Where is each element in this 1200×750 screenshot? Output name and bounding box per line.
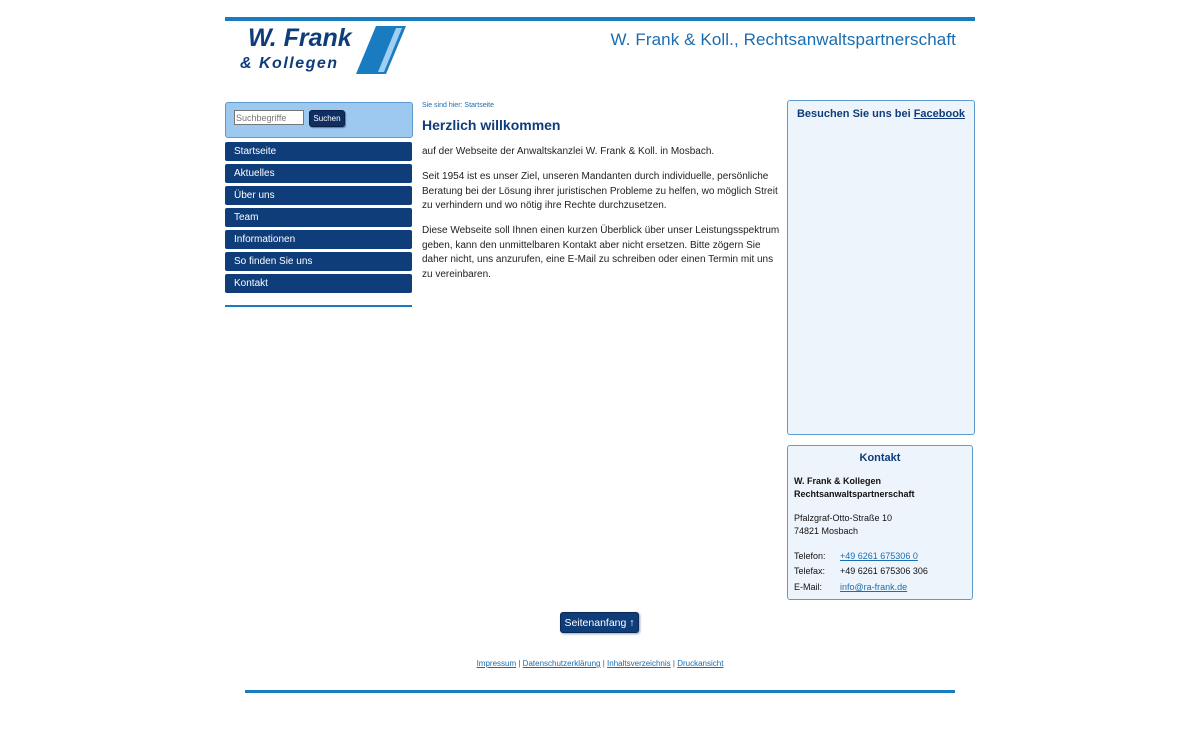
contact-table: [794, 548, 928, 595]
main-content: [422, 145, 782, 293]
contact-box: [787, 445, 973, 600]
fax-value: +49 6261 675306 306: [840, 566, 928, 577]
nav-item-kontakt[interactable]: Kontakt: [225, 274, 412, 293]
logo-text-line2: & Kollegen: [240, 55, 339, 72]
header-top-rule: [225, 17, 975, 21]
back-to-top-button[interactable]: Seitenanfang ↑: [560, 612, 639, 633]
address-city: 74821 Mosbach: [794, 526, 859, 536]
nav-item-informationen[interactable]: Informationen: [225, 230, 412, 249]
page-title: Herzlich willkommen: [422, 117, 561, 133]
footer-separator: |: [602, 659, 605, 668]
phone-label: Telefon:: [794, 550, 826, 561]
footer-separator: |: [672, 659, 675, 668]
fax-label: Telefax:: [794, 566, 826, 577]
facebook-heading: [788, 108, 974, 120]
site-title: W. Frank & Koll., Rechtsanwaltspartnerschaft: [610, 30, 956, 49]
footer-link-inhaltsverzeichnis[interactable]: Inhaltsverzeichnis: [607, 659, 671, 668]
mission-paragraph: Seit 1954 ist es unser Ziel, unseren Mandanten durch individuelle, persönliche Beratung bei der Lösung ihrer juristischen Probleme zu helfen, wo möglich Streit zu verhindern und wo nötig ihre Rechte durchzusetzen.: [422, 171, 778, 211]
search-button[interactable]: Suchen: [309, 110, 345, 127]
contact-row-fax: [794, 564, 928, 580]
contact-invite-paragraph: Diese Webseite soll Ihnen einen kurzen Überblick über unser Leistungsspektrum geben, kann den unmittelbaren Kontakt aber nicht ersetzen. Bitte zögern Sie daher nicht, uns anzurufen, eine E-Mail zu schreiben oder einen Termin mit uns zu vereinbaren.: [422, 225, 780, 280]
email-label: E-Mail:: [794, 581, 823, 592]
firm-name-line1: W. Frank & Kollegen: [794, 476, 882, 486]
footer-links: [0, 659, 1200, 668]
search-box: [225, 102, 413, 138]
phone-link[interactable]: +49 6261 675306 0: [840, 550, 918, 561]
nav-item-ueber-uns[interactable]: Über uns: [225, 186, 412, 205]
footer-link-impressum[interactable]: Impressum: [476, 659, 517, 668]
intro-paragraph: auf der Webseite der Anwaltskanzlei W. Frank & Koll. in Mosbach.: [422, 146, 715, 157]
logo[interactable]: [236, 24, 408, 76]
contact-row-email: [794, 579, 928, 595]
logo-text-line1: W. Frank: [248, 24, 352, 52]
nav-item-aktuelles[interactable]: Aktuelles: [225, 164, 412, 183]
footer-link-druckansicht[interactable]: Druckansicht: [677, 659, 724, 668]
search-input[interactable]: [234, 110, 304, 125]
nav-item-startseite[interactable]: Startseite: [225, 142, 412, 161]
footer-bottom-rule: [245, 690, 955, 693]
firm-name: [794, 475, 972, 501]
contact-row-phone: [794, 548, 928, 564]
email-link[interactable]: info@ra-frank.de: [840, 581, 908, 592]
address-street: Pfalzgraf-Otto-Straße 10: [794, 513, 893, 523]
breadcrumb-link-startseite[interactable]: Startseite: [464, 102, 494, 109]
facebook-link[interactable]: Facebook: [913, 108, 966, 120]
main-nav: [225, 142, 412, 296]
left-column-rule: [225, 305, 412, 307]
breadcrumb-prefix: Sie sind hier:: [422, 102, 463, 109]
footer-separator: |: [518, 659, 521, 668]
footer-link-datenschutz[interactable]: Datenschutzerklärung: [522, 659, 601, 668]
facebook-box: [787, 100, 975, 435]
address: [794, 512, 972, 538]
firm-name-line2: Rechtsanwaltspartnerschaft: [794, 489, 915, 499]
breadcrumb: [422, 102, 494, 109]
facebook-heading-text: Besuchen Sie uns bei: [796, 108, 911, 120]
nav-item-team[interactable]: Team: [225, 208, 412, 227]
nav-item-so-finden-sie-uns[interactable]: So finden Sie uns: [225, 252, 412, 271]
contact-heading: Kontakt: [859, 452, 901, 464]
